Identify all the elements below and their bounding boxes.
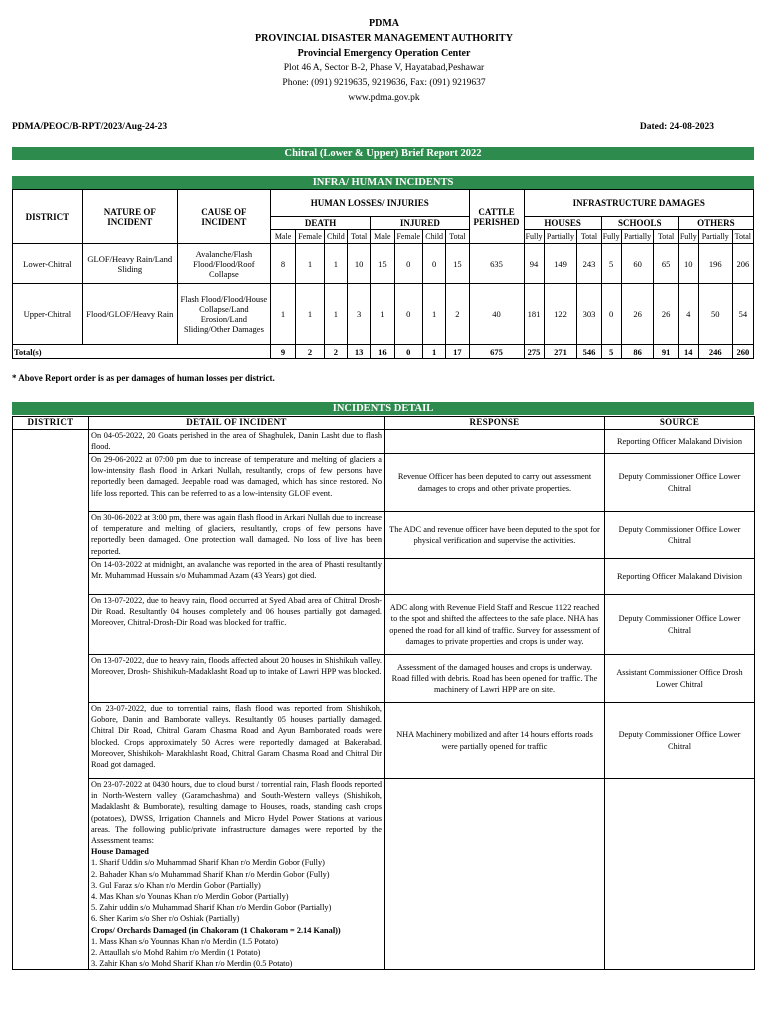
total-cell: 9 — [270, 345, 295, 359]
cause-cell: Flash Flood/Flood/House Collapse/Land Erosion/Land Sliding/Other Damages — [177, 284, 270, 345]
list-item: 1. Mass Khan s/o Younnas Khan r/o Merdin (1.5 Potato) — [91, 936, 279, 946]
subheader: Child — [324, 230, 347, 244]
value-cell: 94 — [524, 244, 544, 284]
value-cell: 1 — [324, 284, 347, 345]
list-item: 2. Bahader Khan s/o Muhammad Sharif Khan r/o Merdin Gobor (Fully) — [91, 869, 330, 879]
table-row — [13, 779, 755, 970]
incident-detail: On 13-07-2022, due to heavy rain, floods affected about 20 houses in Shishikuh valley. Moreover, Drosh- Shishikuh-Madaklasht Road up to intake of Lawri HPP was blocked. — [89, 655, 385, 703]
total-cell: 271 — [544, 345, 577, 359]
col-infra-damages: INFRASTRUCTURE DAMAGES — [524, 190, 753, 217]
value-cell: 1 — [324, 244, 347, 284]
total-cell: 675 — [469, 345, 524, 359]
value-cell: 1 — [296, 284, 325, 345]
totals-row — [13, 345, 754, 359]
table-row — [13, 655, 755, 703]
incident-response: NHA Machinery mobilized and after 14 hours efforts roads were partially opened for traffic — [385, 703, 605, 779]
letterhead — [0, 16, 768, 106]
subheader: Fully — [601, 230, 621, 244]
value-cell: 26 — [654, 284, 678, 345]
subheader: Male — [371, 230, 394, 244]
incident-detail: On 29-06-2022 at 07:00 pm due to increase of temperature and melting of glaciers a low-intensity flash flood in Arkari Nullah, resultantly, crops of few persons have reportedly been damaged. Jeepable road was damaged, which has since restored. No life loss reported. This can be referred to as a low-intensity GLOF event. — [89, 454, 385, 512]
infra-table — [12, 189, 754, 359]
incident-detail: On 23-07-2022, due to torrential rains, flash flood was reported from Shishikoh, Gobore, Danin and Bamborate valleys. Resultantly 05 houses partially damaged. Chitral Dir Road, Chitral Garam Chasma Road and Ayun Bamborated roads were blocked. Crops approximately 50 Acres were reportedly damaged at Bakerabad. Moreover, Shishikoh- Marakhlasht Road, Chitral Garam Chasma Road and Chitral Dir Road got damaged. — [89, 703, 385, 779]
total-cell: 1 — [423, 345, 446, 359]
incident-response — [385, 430, 605, 454]
value-cell: 50 — [698, 284, 732, 345]
incident-source: Deputy Commissioner Office Lower Chitral — [605, 454, 755, 512]
subheader: Female — [296, 230, 325, 244]
total-cell: 91 — [654, 345, 678, 359]
value-cell: 40 — [469, 284, 524, 345]
incident-response: Revenue Officer has been deputed to carry out assessment damages to crops and other private properties. — [385, 454, 605, 512]
total-cell: 17 — [446, 345, 469, 359]
value-cell: 1 — [296, 244, 325, 284]
subheader: Fully — [678, 230, 698, 244]
district-cell: Upper-Chitral — [13, 284, 83, 345]
total-cell: 246 — [698, 345, 732, 359]
total-cell: 275 — [524, 345, 544, 359]
subheader: Total — [654, 230, 678, 244]
incident-detail: On 13-07-2022, due to heavy rain, flood occurred at Syed Abad area of Chitral Drosh-Dir Road. Resultantly 04 houses completely and 06 houses partially got damaged. Moreover, Chitral-Drosh-Dir Road was blocked for traffic. — [89, 595, 385, 655]
col-human-losses: HUMAN LOSSES/ INJURIES — [270, 190, 469, 217]
address: Plot 46 A, Sector B-2, Phase V, Hayatabad,Peshawar — [283, 63, 485, 73]
phone: Phone: (091) 9219635, 9219636, Fax: (091) 9219637 — [282, 78, 486, 88]
nature-cell: Flood/GLOF/Heavy Rain — [82, 284, 177, 345]
total-cell: 2 — [324, 345, 347, 359]
list-item: 3. Zahir Khan s/o Mohd Sharif Khan r/o Merdin (0.5 Potato) — [91, 959, 293, 969]
value-cell: 206 — [732, 244, 753, 284]
value-cell: 60 — [621, 244, 654, 284]
total-cell: 2 — [296, 345, 325, 359]
total-cell: 260 — [732, 345, 753, 359]
list-item: 2. Attaullah s/o Mohd Rahim r/o Merdin (1 Potato) — [91, 948, 261, 958]
table-row — [13, 512, 755, 559]
incident-source: Deputy Commissioner Office Lower Chitral — [605, 595, 755, 655]
value-cell: 303 — [577, 284, 601, 345]
col-houses: HOUSES — [524, 217, 601, 230]
incident-source: Reporting Officer Malakand Division — [605, 430, 755, 454]
subheader: Total — [348, 230, 371, 244]
report-note: * Above Report order is as per damages of human losses per district. — [12, 373, 275, 383]
org-full: PROVINCIAL DISASTER MANAGEMENT AUTHORITY — [255, 33, 513, 44]
incident-detail: On 30-06-2022 at 3:00 pm, there was again flash flood in Arkari Nullah due to increase of temperature and melting of glaciers, resultantly, crops of few persons have reportedly been damaged. One protection wall damaged. No loss of live has been reported. — [89, 512, 385, 559]
total-cell: 5 — [601, 345, 621, 359]
cause-cell: Avalanche/Flash Flood/Flood/Roof Collapse — [177, 244, 270, 284]
value-cell: 149 — [544, 244, 577, 284]
district-cell: Lower-Chitral — [13, 244, 83, 284]
col-death: DEATH — [270, 217, 370, 230]
subheader: Fully — [524, 230, 544, 244]
list-item: 1. Sharif Uddin s/o Muhammad Sharif Khan r/o Merdin Gobor (Fully) — [91, 858, 325, 868]
report-title: Chitral (Lower & Upper) Brief Report 2022 — [12, 147, 754, 160]
value-cell: 196 — [698, 244, 732, 284]
value-cell: 15 — [446, 244, 469, 284]
total-cell: 546 — [577, 345, 601, 359]
col-cause: CAUSE OF INCIDENT — [177, 190, 270, 244]
district-cell — [13, 430, 89, 970]
house-damaged-heading: House Damaged — [91, 847, 149, 857]
incident-response — [385, 779, 605, 970]
value-cell: 8 — [270, 244, 295, 284]
col-cattle: CATTLE PERISHED — [469, 190, 524, 244]
crops-damaged-heading: Crops/ Orchards Damaged (in Chakoram (1 Chakoram = 2.14 Kanal)) — [91, 925, 341, 935]
total-cell: 14 — [678, 345, 698, 359]
value-cell: 3 — [348, 284, 371, 345]
value-cell: 181 — [524, 284, 544, 345]
subheader: Female — [394, 230, 423, 244]
table-row — [13, 703, 755, 779]
list-item: 3. Gul Faraz s/o Khan r/o Merdin Gobor (Partially) — [91, 880, 261, 890]
incidents-table — [12, 416, 755, 970]
value-cell: 0 — [423, 244, 446, 284]
totals-label: Total(s) — [13, 345, 271, 359]
incident-response — [385, 559, 605, 595]
subheader: Total — [446, 230, 469, 244]
list-item: 5. Zahir uddin s/o Muhammad Sharif Khan r/o Merdin Gobor (Partially) — [91, 903, 332, 913]
subheader: Male — [270, 230, 295, 244]
value-cell: 1 — [371, 284, 394, 345]
col-district: DISTRICT — [13, 417, 89, 430]
value-cell: 54 — [732, 284, 753, 345]
incident-source — [605, 779, 755, 970]
table-row — [13, 284, 754, 345]
value-cell: 0 — [601, 284, 621, 345]
incidents-section-title: INCIDENTS DETAIL — [12, 402, 754, 415]
org-short: PDMA — [369, 18, 399, 29]
col-source: SOURCE — [605, 417, 755, 430]
subheader: Partially — [698, 230, 732, 244]
incident-detail: On 04-05-2022, 20 Goats perished in the area of Shaghulek, Danin Lasht due to flash flood. — [89, 430, 385, 454]
incident-source: Deputy Commissioner Office Lower Chitral — [605, 512, 755, 559]
subheader: Child — [423, 230, 446, 244]
table-row — [13, 430, 755, 454]
subheader: Total — [732, 230, 753, 244]
value-cell: 10 — [678, 244, 698, 284]
col-others: OTHERS — [678, 217, 753, 230]
value-cell: 0 — [394, 244, 423, 284]
incident-detail — [89, 779, 385, 970]
col-injured: INJURED — [371, 217, 469, 230]
incident-intro: On 23-07-2022 at 0430 hours, due to cloud burst / torrential rain, Flash floods reported in North-Western valley (Garamchashma) and South-Western valleys (Shishikoh, Madaklasht & Bumborate), resulting damage to Houses, roads, standing cash crops (potatoes), DWSS, Irrigation Channels and Micro Hydel Power Stations at various areas. The following public/private infrastructure damages were reported by the Assessment teams: — [91, 780, 382, 846]
total-cell: 0 — [394, 345, 423, 359]
table-row — [13, 244, 754, 284]
total-cell: 13 — [348, 345, 371, 359]
col-district: DISTRICT — [13, 190, 83, 244]
col-detail: DETAIL OF INCIDENT — [89, 417, 385, 430]
list-item: 6. Sher Karim s/o Sher r/o Oshiak (Partially) — [91, 914, 240, 924]
subheader: Total — [577, 230, 601, 244]
col-nature: NATURE OF INCIDENT — [82, 190, 177, 244]
incident-source: Assistant Commissioner Office Drosh Lower Chitral — [605, 655, 755, 703]
table-row — [13, 454, 755, 512]
center-name: Provincial Emergency Operation Center — [297, 48, 471, 59]
incident-response: ADC along with Revenue Field Staff and Rescue 1122 reached to the spot and shifted the affectees to the safe place. NHA has opened the road for all kind of traffic. Survey for assessment of damages to private properties and crops is under way. — [385, 595, 605, 655]
col-response: RESPONSE — [385, 417, 605, 430]
value-cell: 65 — [654, 244, 678, 284]
value-cell: 0 — [394, 284, 423, 345]
incident-response: Assessment of the damaged houses and crops is underway. Road filled with debris. Road has been opened for traffic. The machinery of Lawri HPP are on site. — [385, 655, 605, 703]
value-cell: 243 — [577, 244, 601, 284]
value-cell: 5 — [601, 244, 621, 284]
value-cell: 15 — [371, 244, 394, 284]
list-item: 4. Mas Khan s/o Younas Khan r/o Merdin Gobor (Partially) — [91, 892, 289, 902]
value-cell: 635 — [469, 244, 524, 284]
incident-detail: On 14-03-2022 at midnight, an avalanche was reported in the area of Phasti resultantly Mr. Muhammad Hussain s/o Muhammad Azam (43 Years) got died. — [89, 559, 385, 595]
value-cell: 2 — [446, 284, 469, 345]
report-date: Dated: 24-08-2023 — [639, 122, 714, 132]
total-cell: 16 — [371, 345, 394, 359]
reference-line — [12, 122, 742, 132]
value-cell: 1 — [423, 284, 446, 345]
infra-section-title: INFRA/ HUMAN INCIDENTS — [12, 176, 754, 189]
incident-source: Deputy Commissioner Office Lower Chitral — [605, 703, 755, 779]
nature-cell: GLOF/Heavy Rain/Land Sliding — [82, 244, 177, 284]
value-cell: 1 — [270, 284, 295, 345]
incident-response: The ADC and revenue officer have been deputed to the spot for physical verification and supervise the activities. — [385, 512, 605, 559]
value-cell: 4 — [678, 284, 698, 345]
subheader: Partially — [621, 230, 654, 244]
table-row — [13, 595, 755, 655]
value-cell: 122 — [544, 284, 577, 345]
website: www.pdma.gov.pk — [348, 93, 420, 103]
col-schools: SCHOOLS — [601, 217, 678, 230]
table-row — [13, 559, 755, 595]
reference-number: PDMA/PEOC/B-RPT/2023/Aug-24-23 — [12, 122, 168, 132]
value-cell: 26 — [621, 284, 654, 345]
incident-source: Reporting Officer Malakand Division — [605, 559, 755, 595]
subheader: Partially — [544, 230, 577, 244]
total-cell: 86 — [621, 345, 654, 359]
value-cell: 10 — [348, 244, 371, 284]
